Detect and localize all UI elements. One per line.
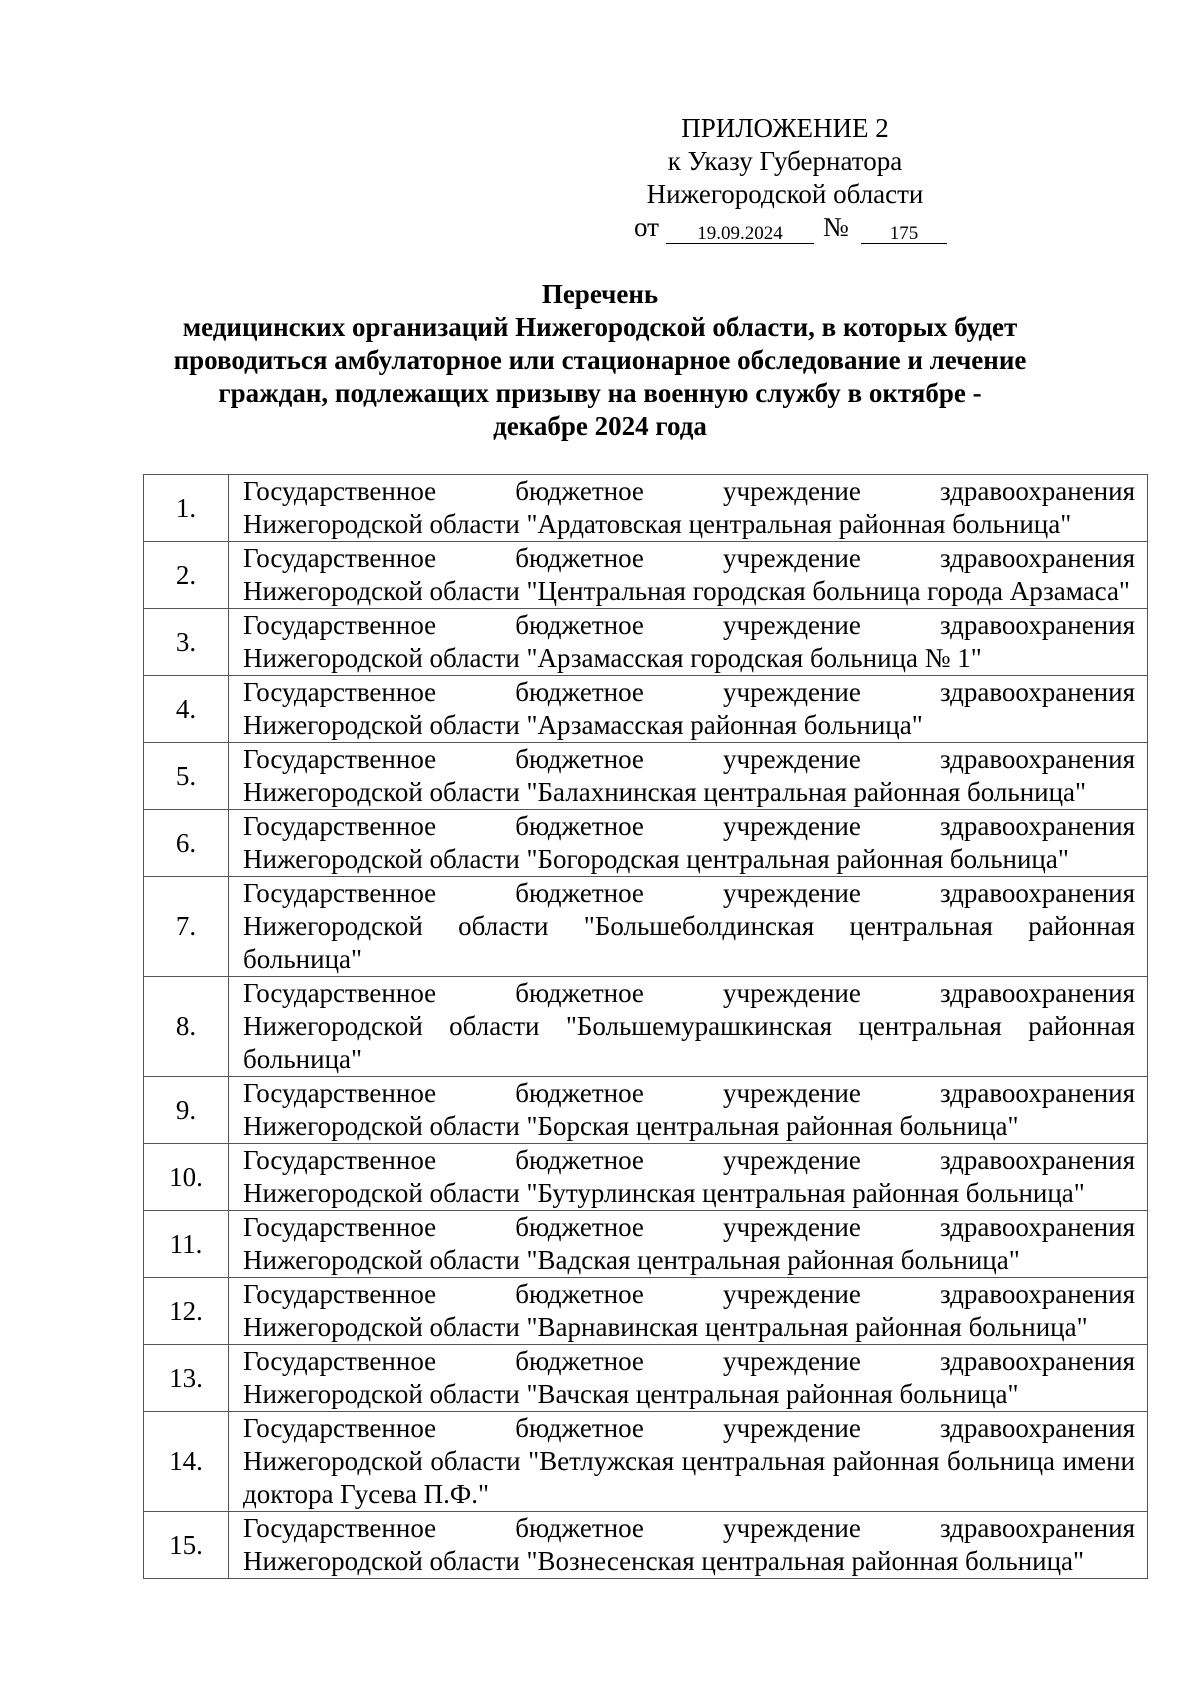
row-number: 4. — [144, 676, 229, 743]
organization-name — [229, 475, 1148, 542]
decree-number: 175 — [861, 225, 947, 244]
organization-name — [229, 743, 1148, 810]
table-row — [144, 676, 1148, 743]
table-row — [144, 475, 1148, 542]
row-number: 9. — [144, 1077, 229, 1144]
table-row — [144, 542, 1148, 609]
organization-type: Государственное бюджетное учреждение здравоохранения — [243, 543, 1135, 573]
organization-type: Государственное бюджетное учреждение здравоохранения — [243, 677, 1135, 707]
organization-name — [229, 877, 1148, 977]
organization-name — [229, 676, 1148, 743]
row-number: 14. — [144, 1412, 229, 1512]
organization-type: Государственное бюджетное учреждение здравоохранения — [243, 476, 1135, 506]
row-number: 1. — [144, 475, 229, 542]
organization-name — [229, 1144, 1148, 1211]
organization-full-name: Нижегородской области "Арзамасская городская больница № 1" — [243, 643, 982, 673]
appendix-date-line — [620, 211, 950, 244]
organization-name — [229, 609, 1148, 676]
organization-name — [229, 977, 1148, 1077]
organization-name — [229, 1512, 1148, 1579]
organizations-table — [143, 474, 1148, 1579]
row-number: 10. — [144, 1144, 229, 1211]
organization-full-name: Нижегородской области "Вачская центральная районная больница" — [243, 1379, 1019, 1409]
organization-full-name: Нижегородской области "Арзамасская районная больница" — [243, 710, 923, 740]
appendix-header — [620, 112, 950, 244]
decree-date: 19.09.2024 — [666, 225, 814, 244]
organization-full-name: Нижегородской области "Богородская центральная районная больница" — [243, 844, 1069, 874]
organization-type: Государственное бюджетное учреждение здравоохранения — [243, 610, 1135, 640]
title-line-3: проводиться амбулаторное или стационарное обследование и лечение — [173, 345, 1027, 375]
organization-name — [229, 1412, 1148, 1512]
table-row — [144, 977, 1148, 1077]
organization-full-name: Нижегородской области "Борская центральная районная больница" — [243, 1111, 1019, 1141]
organization-full-name: Нижегородской области "Большемурашкинская центральная районная больница" — [243, 1011, 1135, 1074]
organization-type: Государственное бюджетное учреждение здравоохранения — [243, 1279, 1135, 1309]
row-number: 5. — [144, 743, 229, 810]
organization-name — [229, 542, 1148, 609]
title-line-5: декабре 2024 года — [493, 411, 707, 441]
appendix-region-line: Нижегородской области — [646, 179, 924, 209]
row-number: 7. — [144, 877, 229, 977]
row-number: 13. — [144, 1345, 229, 1412]
table-row — [144, 1144, 1148, 1211]
row-number: 3. — [144, 609, 229, 676]
organization-name — [229, 1278, 1148, 1345]
organization-type: Государственное бюджетное учреждение здравоохранения — [243, 1145, 1135, 1175]
appendix-decree-line: к Указу Губернатора — [667, 146, 903, 176]
organization-name — [229, 1077, 1148, 1144]
organization-type: Государственное бюджетное учреждение здравоохранения — [243, 1212, 1135, 1242]
row-number: 2. — [144, 542, 229, 609]
table-row — [144, 609, 1148, 676]
organization-type: Государственное бюджетное учреждение здравоохранения — [243, 1513, 1135, 1543]
table-row — [144, 1345, 1148, 1412]
organization-full-name: Нижегородской области "Ветлужская центральная районная больница имени доктора Гусева П.Ф." — [243, 1446, 1135, 1509]
organization-name — [229, 810, 1148, 877]
organization-full-name: Нижегородской области "Большеболдинская центральная районная больница" — [243, 911, 1135, 974]
document-title — [150, 278, 1050, 443]
row-number: 8. — [144, 977, 229, 1077]
date-prefix: от — [634, 212, 659, 242]
row-number: 12. — [144, 1278, 229, 1345]
table-row — [144, 1412, 1148, 1512]
organization-type: Государственное бюджетное учреждение здравоохранения — [243, 978, 1135, 1008]
organization-full-name: Нижегородской области "Балахнинская центральная районная больница" — [243, 777, 1087, 807]
table-row — [144, 1077, 1148, 1144]
title-line-2: медицинских организаций Нижегородской области, в которых будет — [182, 312, 1018, 342]
organization-full-name: Нижегородской области "Вознесенская центральная районная больница" — [243, 1546, 1085, 1576]
organization-full-name: Нижегородской области "Варнавинская центральная районная больница" — [243, 1312, 1088, 1342]
organization-type: Государственное бюджетное учреждение здравоохранения — [243, 811, 1135, 841]
organization-type: Государственное бюджетное учреждение здравоохранения — [243, 1413, 1135, 1443]
organization-type: Государственное бюджетное учреждение здравоохранения — [243, 744, 1135, 774]
organization-name — [229, 1211, 1148, 1278]
organization-full-name: Нижегородской области "Бутурлинская центральная районная больница" — [243, 1178, 1085, 1208]
organization-full-name: Нижегородской области "Центральная городская больница города Арзамаса" — [243, 576, 1130, 606]
table-row — [144, 810, 1148, 877]
table-row — [144, 1278, 1148, 1345]
organization-full-name: Нижегородской области "Ардатовская центральная районная больница" — [243, 509, 1072, 539]
title-line-4: граждан, подлежащих призыву на военную службу в октябре - — [218, 378, 982, 408]
row-number: 6. — [144, 810, 229, 877]
organization-full-name: Нижегородской области "Вадская центральная районная больница" — [243, 1245, 1020, 1275]
table-row — [144, 877, 1148, 977]
organization-type: Государственное бюджетное учреждение здравоохранения — [243, 1078, 1135, 1108]
table-row — [144, 1512, 1148, 1579]
organization-type: Государственное бюджетное учреждение здравоохранения — [243, 1346, 1135, 1376]
row-number: 11. — [144, 1211, 229, 1278]
organization-name — [229, 1345, 1148, 1412]
table-row — [144, 743, 1148, 810]
table-row — [144, 1211, 1148, 1278]
number-sign: № — [823, 212, 849, 242]
row-number: 15. — [144, 1512, 229, 1579]
organization-type: Государственное бюджетное учреждение здравоохранения — [243, 878, 1135, 908]
title-line-1: Перечень — [541, 279, 659, 309]
appendix-label: ПРИЛОЖЕНИЕ 2 — [681, 113, 889, 143]
